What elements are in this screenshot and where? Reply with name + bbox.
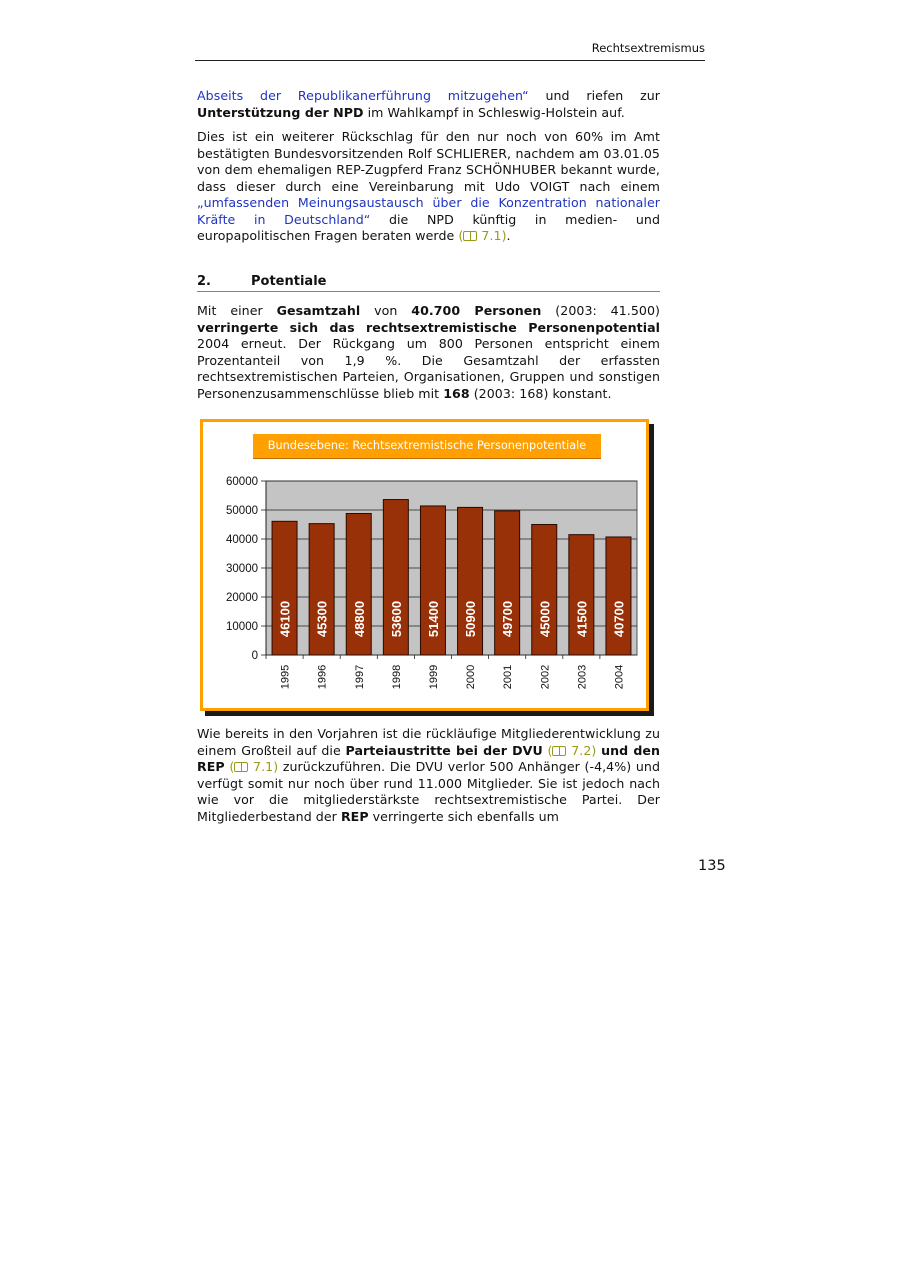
paragraph-schlierer: Dies ist ein weiterer Rückschlag für den nur noch von 60% im Amt bestätigten Bundesvorsitzenden Rolf SCHLIERER, nachdem am 03.01.05 von dem ehemaligen REP-Zugpferd Franz SCHÖNHUBER bekannt wurde, dass dieser durch eine Vereinbarung mit Udo VOIGT nach einem „umfassenden Meinungsaustausch über die Konzentration nationaler Kräfte in Deutschland“ die NPD künftig in medien- und europapolitischen Fragen beraten werde ( 7.1). xyxy=(197,129,660,243)
paragraph-continuation: Abseits der Republikanerführung mitzugehen“ und riefen zur Unterstützung der NPD im Wahlkampf in Schleswig-Holstein auf. xyxy=(197,88,660,120)
chart-title: Bundesebene: Rechtsextremistische Personenpotentiale xyxy=(253,434,601,459)
bar-value-label: 46100 xyxy=(277,600,293,638)
bar-value-label: 41500 xyxy=(574,600,590,638)
cross-reference-link[interactable]: ( 7.1) xyxy=(229,759,279,774)
bar-value-label: 45000 xyxy=(537,600,553,638)
cross-reference-link[interactable]: ( 7.1) xyxy=(458,228,507,243)
paragraph-potentiale: Mit einer Gesamtzahl von 40.700 Personen (2003: 41.500) verringerte sich das rechtsextremistische Personenpotential 2004 erneut. Der Rückgang um 800 Personen entspricht einem Prozentanteil von 1,9 %. Die Gesamtzahl der erfassten rechtsextremistischen Parteien, Organisationen, Gruppen und sonstigen Personenzusammenschlüsse blieb mit 168 (2003: 168) konstant. xyxy=(197,303,660,401)
section-title: Potentiale xyxy=(251,274,327,289)
book-icon xyxy=(552,746,566,756)
section-heading xyxy=(197,272,660,292)
bar-chart xyxy=(205,465,645,705)
book-icon xyxy=(234,762,248,772)
cross-reference-link[interactable]: ( 7.2) xyxy=(547,742,597,758)
x-tick-label: 2000 xyxy=(465,664,478,690)
bar-value-label: 50900 xyxy=(463,600,479,638)
y-tick-label: 20000 xyxy=(226,592,258,604)
x-tick-label: 2003 xyxy=(576,664,589,690)
x-tick-label: 1995 xyxy=(279,664,292,690)
page-number: 135 xyxy=(698,858,726,874)
x-tick-label: 1996 xyxy=(316,664,329,690)
x-tick-label: 1998 xyxy=(390,664,403,690)
running-header: Rechtsextremismus xyxy=(195,41,705,61)
x-tick-label: 1999 xyxy=(427,664,440,690)
y-tick-label: 0 xyxy=(251,650,258,662)
section-number: 2. xyxy=(197,274,211,289)
x-tick-label: 2002 xyxy=(539,664,552,690)
book-icon xyxy=(463,231,477,241)
y-tick-label: 30000 xyxy=(226,563,258,575)
y-tick-label: 10000 xyxy=(226,621,258,633)
bold-text: Unterstützung der NPD xyxy=(197,104,364,120)
x-tick-label: 2001 xyxy=(502,664,515,690)
bar-value-label: 45300 xyxy=(314,600,330,638)
bar-value-label: 53600 xyxy=(388,600,404,638)
bar-value-label: 51400 xyxy=(425,600,441,638)
bar-value-label: 48800 xyxy=(351,600,367,638)
paragraph-mitglieder: Wie bereits in den Vorjahren ist die rückläufige Mitgliederentwicklung zu einem Großteil auf die Parteiaustritte bei der DVU ( 7.2) und den REP ( 7.1) zurückzuführen. Die DVU verlor 500 Anhänger (-4,4%) und verfügt somit nur noch über rund 11.000 Mitglieder. Sie ist jedoch nach wie vor die mitgliederstärkste rechtsextremistische Partei. Der Mitgliederbestand der REP verringerte sich ebenfalls um xyxy=(197,726,661,824)
quote-text: „umfassenden Meinungsaustausch über die Konzentration nationaler Kräfte in Deutschland“ xyxy=(197,195,660,227)
y-tick-label: 40000 xyxy=(226,534,258,546)
y-tick-label: 50000 xyxy=(226,505,258,517)
bar-value-label: 40700 xyxy=(611,600,627,638)
x-tick-label: 2004 xyxy=(613,664,626,690)
bar-value-label: 49700 xyxy=(500,600,516,638)
quote-text: Abseits der Republikanerführung mitzugehen“ xyxy=(197,88,529,103)
y-tick-label: 60000 xyxy=(226,476,258,488)
x-tick-label: 1997 xyxy=(353,664,366,690)
